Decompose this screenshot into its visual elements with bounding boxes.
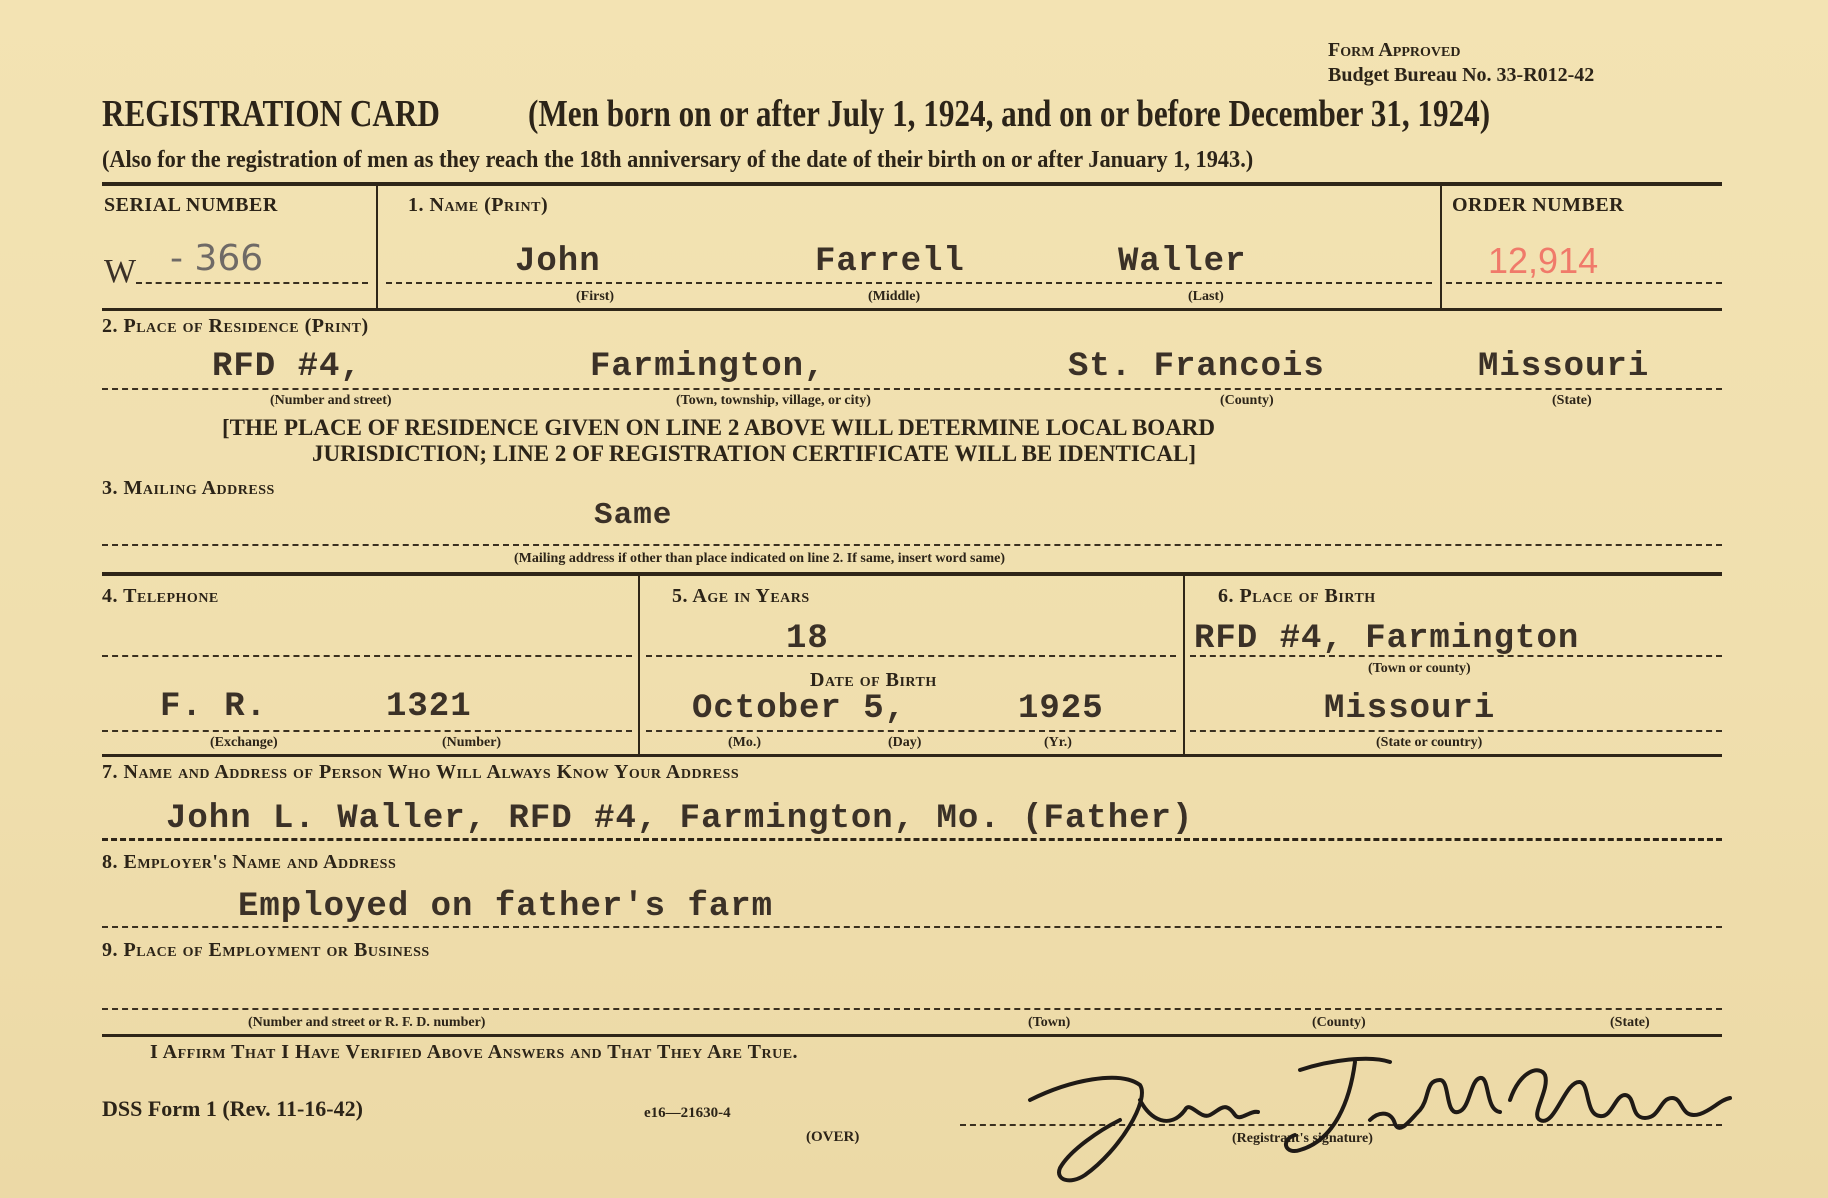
affirmation-text: I Affirm That I Have Verified Above Answers and That They Are True.: [150, 1041, 799, 1063]
employment-place-label: 9. Place of Employment or Business: [102, 939, 430, 961]
rule-row3-bottom: [102, 572, 1722, 576]
telephone-line-2: [102, 730, 632, 732]
employer-value: Employed on father's farm: [238, 888, 774, 926]
form-approved-label: Form Approved: [1328, 39, 1461, 61]
birthplace-state-caption: (State or country): [1376, 735, 1483, 750]
card-title: REGISTRATION CARD: [102, 93, 440, 135]
rule-row9-bottom: [102, 1034, 1722, 1037]
telephone-line-1: [102, 655, 632, 657]
birth-year: 1925: [1018, 690, 1104, 728]
birthplace-town: RFD #4, Farmington: [1194, 620, 1580, 658]
serial-line: [136, 282, 368, 284]
street-caption: (Number and street): [270, 393, 392, 408]
yr-caption: (Yr.): [1044, 735, 1072, 750]
age-value: 18: [786, 620, 829, 658]
registrant-signature: [1000, 1040, 1740, 1190]
birthplace-line-1: [1190, 655, 1722, 657]
telephone-number: 1321: [386, 688, 472, 726]
order-number-value: 12,914: [1488, 240, 1599, 281]
budget-bureau-number: Budget Bureau No. 33-R012-42: [1328, 64, 1595, 86]
birth-month-day: October 5,: [692, 690, 907, 728]
exchange-caption: (Exchange): [210, 735, 278, 750]
employment-town-caption: (Town): [1028, 1015, 1071, 1030]
rule-row1-bottom: [102, 308, 1722, 311]
residence-line: [102, 388, 1722, 390]
jurisdiction-notice-line2: JURISDICTION; LINE 2 OF REGISTRATION CERTIFICATE WILL BE IDENTICAL]: [312, 441, 1197, 466]
birthplace-label: 6. Place of Birth: [1218, 585, 1376, 607]
last-caption: (Last): [1188, 289, 1224, 304]
middle-caption: (Middle): [868, 289, 921, 304]
jurisdiction-notice-line1: [THE PLACE OF RESIDENCE GIVEN ON LINE 2 ABOVE WILL DETERMINE LOCAL BOARD: [222, 415, 1216, 440]
residence-label: 2. Place of Residence (Print): [102, 315, 369, 337]
residence-street: RFD #4,: [212, 348, 362, 386]
contact-value: John L. Waller, RFD #4, Farmington, Mo. (Father): [166, 800, 1194, 838]
divider-serial: [376, 184, 378, 310]
employer-line: [102, 926, 1722, 928]
name-label: 1. Name (Print): [408, 194, 549, 216]
telephone-label: 4. Telephone: [102, 585, 219, 607]
card-subtitle: (Also for the registration of men as they reach the 18th anniversary of the date of their birth on or after January 1, 1943.): [102, 147, 1254, 173]
first-name-value: John: [515, 243, 601, 281]
card-title-range: (Men born on or after July 1, 1924, and on or before December 31, 1924): [528, 93, 1491, 135]
county-caption: (County): [1220, 393, 1274, 408]
divider-birthplace: [1183, 576, 1185, 754]
print-code: e16—21630-4: [644, 1105, 731, 1121]
contact-label: 7. Name and Address of Person Who Will Always Know Your Address: [102, 761, 740, 783]
mailing-address-value: Same: [594, 498, 673, 533]
first-caption: (First): [576, 289, 615, 304]
employer-label: 8. Employer's Name and Address: [102, 851, 397, 873]
day-caption: (Day): [888, 735, 922, 750]
rule-top: [102, 182, 1722, 186]
telephone-exchange: F. R.: [160, 688, 268, 726]
serial-number-label: SERIAL NUMBER: [104, 194, 278, 216]
order-number-label: ORDER NUMBER: [1452, 194, 1625, 216]
contact-line: [102, 838, 1722, 841]
form-id: DSS Form 1 (Rev. 11-16-42): [102, 1096, 363, 1121]
divider-telephone: [638, 576, 640, 754]
residence-town: Farmington,: [590, 348, 826, 386]
signature-caption: (Registrant's signature): [1232, 1131, 1373, 1146]
state-caption: (State): [1552, 393, 1592, 408]
employment-county-caption: (County): [1312, 1015, 1366, 1030]
mo-caption: (Mo.): [728, 735, 762, 750]
dob-line: [646, 730, 1176, 732]
over-label: (OVER): [806, 1129, 860, 1145]
order-line: [1446, 282, 1722, 284]
number-caption: (Number): [442, 735, 502, 750]
birthplace-town-caption: (Town or county): [1368, 661, 1471, 676]
birthplace-state: Missouri: [1324, 690, 1496, 728]
name-line: [386, 282, 1432, 284]
residence-state: Missouri: [1478, 348, 1650, 386]
birthplace-line-2: [1190, 730, 1722, 732]
mailing-caption: (Mailing address if other than place indicated on line 2. If same, insert word same): [514, 551, 1006, 566]
town-caption: (Town, township, village, or city): [676, 393, 871, 408]
mailing-line: [102, 544, 1722, 546]
residence-county: St. Francois: [1068, 348, 1325, 386]
last-name-value: Waller: [1118, 243, 1247, 281]
rule-row6-bottom: [102, 754, 1722, 757]
employment-line: [102, 1008, 1722, 1010]
divider-order: [1440, 184, 1442, 310]
date-of-birth-label: Date of Birth: [810, 669, 937, 691]
age-label: 5. Age in Years: [672, 585, 810, 607]
employment-state-caption: (State): [1610, 1015, 1650, 1030]
mailing-address-label: 3. Mailing Address: [102, 477, 275, 499]
age-line: [646, 655, 1176, 657]
serial-prefix: W: [104, 253, 138, 290]
middle-name-value: Farrell: [815, 243, 965, 281]
serial-number-value: - 366: [170, 238, 264, 279]
employment-street-caption: (Number and street or R. F. D. number): [248, 1015, 486, 1030]
